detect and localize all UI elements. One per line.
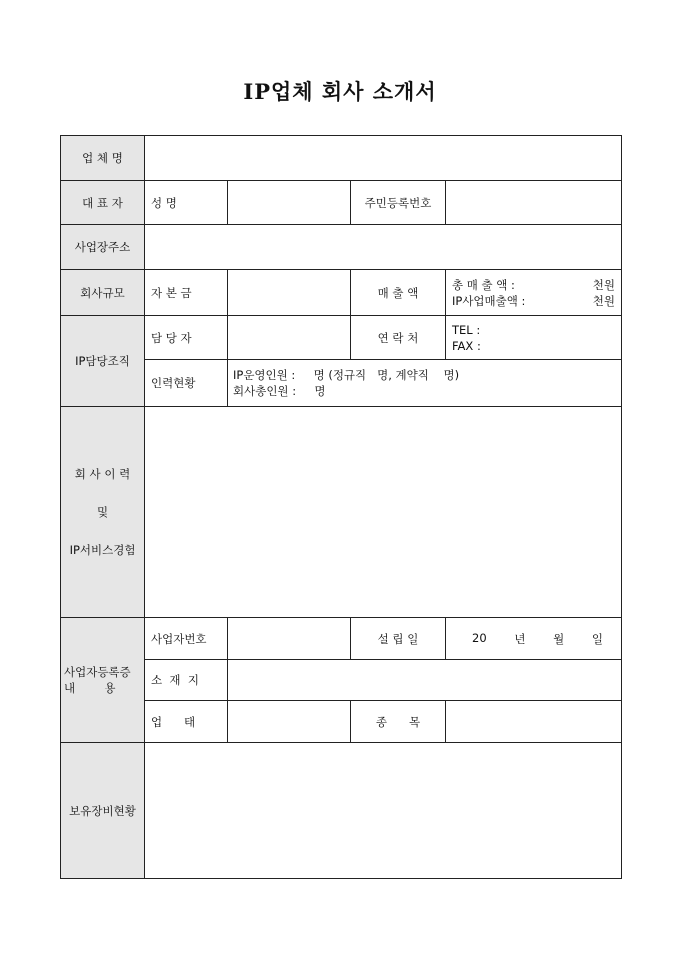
label-staff-status: 인력현황 (145, 360, 228, 407)
label-est-date: 설 립 일 (351, 618, 446, 660)
label-item: 종 목 (351, 701, 446, 743)
sales-cell[interactable] (446, 270, 622, 316)
est-date-field[interactable] (446, 618, 622, 660)
company-name-field[interactable] (145, 136, 622, 181)
label-biz-reg-cell (61, 618, 145, 743)
history-label-line2: 및 (96, 505, 109, 519)
label-address: 사업장주소 (61, 225, 145, 270)
ip-sales-unit: 천원 (592, 293, 615, 308)
label-history-cell (61, 407, 145, 618)
company-intro-form (60, 135, 622, 879)
biz-no-field[interactable] (228, 618, 351, 660)
staff-status-cell[interactable] (228, 360, 622, 407)
fax-line: FAX : (452, 338, 481, 353)
total-staff-line: 회사총인원 : 명 (233, 384, 326, 398)
resident-no-field[interactable] (446, 181, 622, 225)
label-equipment: 보유장비현황 (61, 743, 145, 879)
item-field[interactable] (446, 701, 622, 743)
address-field[interactable] (145, 225, 622, 270)
label-sales: 매 출 액 (351, 270, 446, 316)
history-field[interactable] (145, 407, 622, 618)
name-field[interactable] (228, 181, 351, 225)
manager-field[interactable] (228, 316, 351, 360)
total-sales-label: 총 매 출 액 : (452, 277, 515, 292)
business-type-field[interactable] (228, 701, 351, 743)
history-label-line1: 회 사 이 력 (74, 467, 131, 481)
est-year-unit: 년 (514, 631, 526, 646)
biz-reg-label-line2: 내 용 (64, 681, 116, 695)
label-capital: 자 본 금 (145, 270, 228, 316)
location-field[interactable] (228, 660, 622, 701)
est-year: 20 (472, 630, 487, 645)
capital-field[interactable] (228, 270, 351, 316)
biz-reg-label-line1: 사업자등록증 (64, 665, 131, 679)
ip-sales-line (452, 293, 615, 309)
tel-line: TEL : (452, 322, 481, 337)
equipment-field[interactable] (145, 743, 622, 879)
label-scale: 회사규모 (61, 270, 145, 316)
ip-staff-line: IP운영인원 : 명 (정규직 명, 계약직 명) (233, 368, 460, 382)
contact-cell[interactable] (446, 316, 622, 360)
total-sales-unit: 천원 (592, 277, 615, 292)
label-contact: 연 락 처 (351, 316, 446, 360)
label-business-type: 업 태 (145, 701, 228, 743)
label-company-name: 업 체 명 (61, 136, 145, 181)
est-day-unit: 일 (591, 631, 603, 646)
document-title: IP업체 회사 소개서 (243, 79, 437, 104)
label-biz-no: 사업자번호 (145, 618, 228, 660)
label-resident-no: 주민등록번호 (351, 181, 446, 225)
label-manager: 담 당 자 (145, 316, 228, 360)
history-label-line3: IP서비스경험 (69, 543, 136, 557)
label-name: 성 명 (145, 181, 228, 225)
total-sales-line (452, 277, 615, 293)
label-representative: 대 표 자 (61, 181, 145, 225)
est-month-unit: 월 (553, 631, 565, 646)
label-location: 소 재 지 (145, 660, 228, 701)
ip-sales-label: IP사업매출액 : (452, 293, 526, 308)
label-ip-org: IP담당조직 (61, 316, 145, 407)
